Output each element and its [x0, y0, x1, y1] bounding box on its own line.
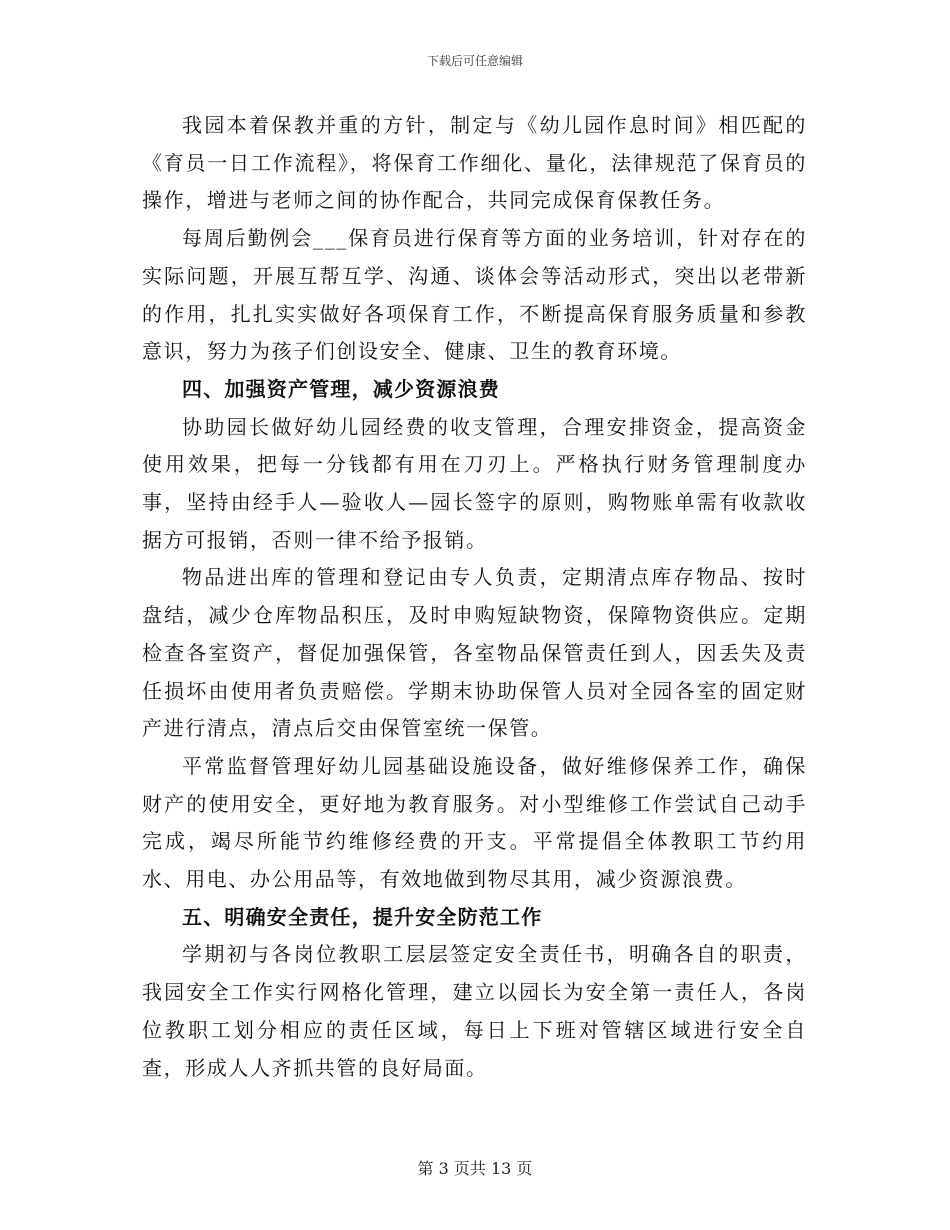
- paragraph-6: 学期初与各岗位教职工层层签定安全责任书，明确各自的职责，我园安全工作实行网格化管理，建立以园长为安全第一责任人，各岗位教职工划分相应的责任区域，每日上下班对管辖区域进行安全自查，形成人人齐抓共管的良好局面。: [142, 942, 807, 1080]
- section-heading-5: 五、明确安全责任，提升安全防范工作: [182, 904, 543, 929]
- paragraph-4: 物品进出库的管理和登记由专人负责，定期清点库存物品、按时盘结，减少仓库物品积压，及时申购短缺物资，保障物资供应。定期检查各室资产，督促加强保管，各室物品保管责任到人，因丢失及责任损坏由使用者负责赔偿。学期末协助保管人员对全园各室的固定财产进行清点，清点后交由保管室统一保管。: [142, 565, 807, 741]
- paragraph-3: 协助园长做好幼儿园经费的收支管理，合理安排资金，提高资金使用效果，把每一分钱都有用在刀刃上。严格执行财务管理制度办事，坚持由经手人—验收人—园长签字的原则，购物账单需有收款收据方可报销，否则一律不给予报销。: [142, 414, 807, 552]
- page-footer: 第 3 页共 13 页: [417, 1159, 533, 1178]
- paragraph-2: 每周后勤例会___保育员进行保育等方面的业务培训，针对存在的实际问题，开展互帮互学、沟通、谈体会等活动形式，突出以老带新的作用，扎扎实实做好各项保育工作，不断提高保育服务质量和参教意识，努力为孩子们创设安全、健康、卫生的教育环境。: [142, 226, 807, 364]
- paragraph-5: 平常监督管理好幼儿园基础设施设备，做好维修保养工作，确保财产的使用安全，更好地为教育服务。对小型维修工作尝试自己动手完成，竭尽所能节约维修经费的开支。平常提倡全体教职工节约用水、用电、办公用品等，有效地做到物尽其用，减少资源浪费。: [142, 753, 807, 892]
- paragraph-1: 我园本着保教并重的方针，制定与《幼儿园作息时间》相匹配的《育员一日工作流程》，将保育工作细化、量化，法律规范了保育员的操作，增进与老师之间的协作配合，共同完成保育保教任务。: [142, 113, 807, 213]
- document-body: [142, 107, 807, 1087]
- page-header: 下载后可任意编辑: [426, 54, 523, 68]
- section-heading-4: 四、加强资产管理，减少资源浪费: [182, 376, 500, 401]
